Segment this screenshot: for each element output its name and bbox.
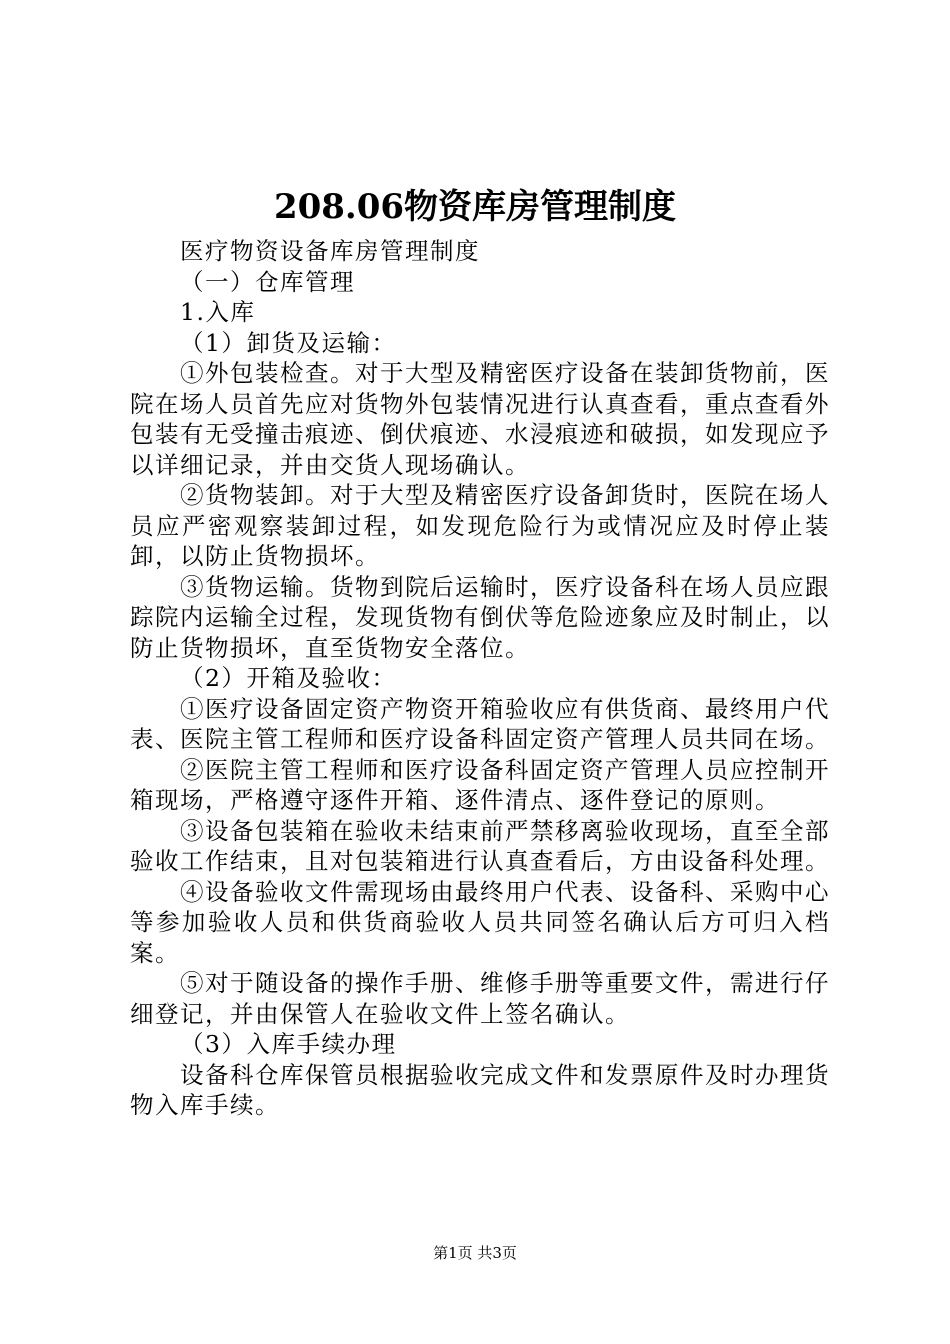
paragraph-subsection-heading: 1.入库: [180, 298, 256, 326]
paragraph-item: 设备科仓库保管员根据验收完成文件和发票原件及时办理货物入库手续。: [130, 1060, 830, 1119]
document-body: [130, 236, 830, 1121]
paragraph-item: ③设备包装箱在验收未结束前严禁移离验收现场，直至全部验收工作结束，且对包装箱进行认真查看后，方由设备科处理。: [130, 816, 830, 875]
paragraph-subtitle: 医疗物资设备库房管理制度: [180, 237, 480, 265]
paragraph-item: ②医院主管工程师和医疗设备科固定资产管理人员应控制开箱现场，严格遵守逐件开箱、逐件清点、逐件登记的原则。: [130, 755, 830, 814]
paragraph-item: ①医疗设备固定资产物资开箱验收应有供货商、最终用户代表、医院主管工程师和医疗设备科固定资产管理人员共同在场。: [130, 694, 830, 753]
paragraph-item: ①外包装检查。对于大型及精密医疗设备在装卸货物前，医院在场人员首先应对货物外包装情况进行认真查看，重点查看外包装有无受撞击痕迹、倒伏痕迹、水浸痕迹和破损，如发现应予以详细记录，并由交货人现场确认。: [130, 359, 830, 479]
page-footer: 第1页 共3页: [433, 1244, 517, 1262]
paragraph-section-heading: （一）仓库管理: [180, 267, 355, 296]
paragraph-item: ④设备验收文件需现场由最终用户代表、设备科、采购中心等参加验收人员和供货商验收人员共同签名确认后方可归入档案。: [130, 877, 830, 967]
document-title: 208.06物资库房管理制度: [273, 187, 677, 227]
paragraph-item-heading: （1）卸货及运输：: [180, 328, 397, 357]
paragraph-item-heading: （2）开箱及验收：: [180, 664, 397, 692]
paragraph-item: ⑤对于随设备的操作手册、维修手册等重要文件，需进行仔细登记，并由保管人在验收文件上签名确认。: [130, 969, 830, 1028]
paragraph-item-heading: （3）入库手续办理: [180, 1030, 397, 1058]
paragraph-item: ②货物装卸。对于大型及精密医疗设备卸货时，医院在场人员应严密观察装卸过程，如发现危险行为或情况应及时停止装卸，以防止货物损坏。: [130, 481, 830, 570]
paragraph-item: ③货物运输。货物到院后运输时，医疗设备科在场人员应跟踪院内运输全过程，发现货物有倒伏等危险迹象应及时制止，以防止货物损坏，直至货物安全落位。: [130, 572, 830, 662]
